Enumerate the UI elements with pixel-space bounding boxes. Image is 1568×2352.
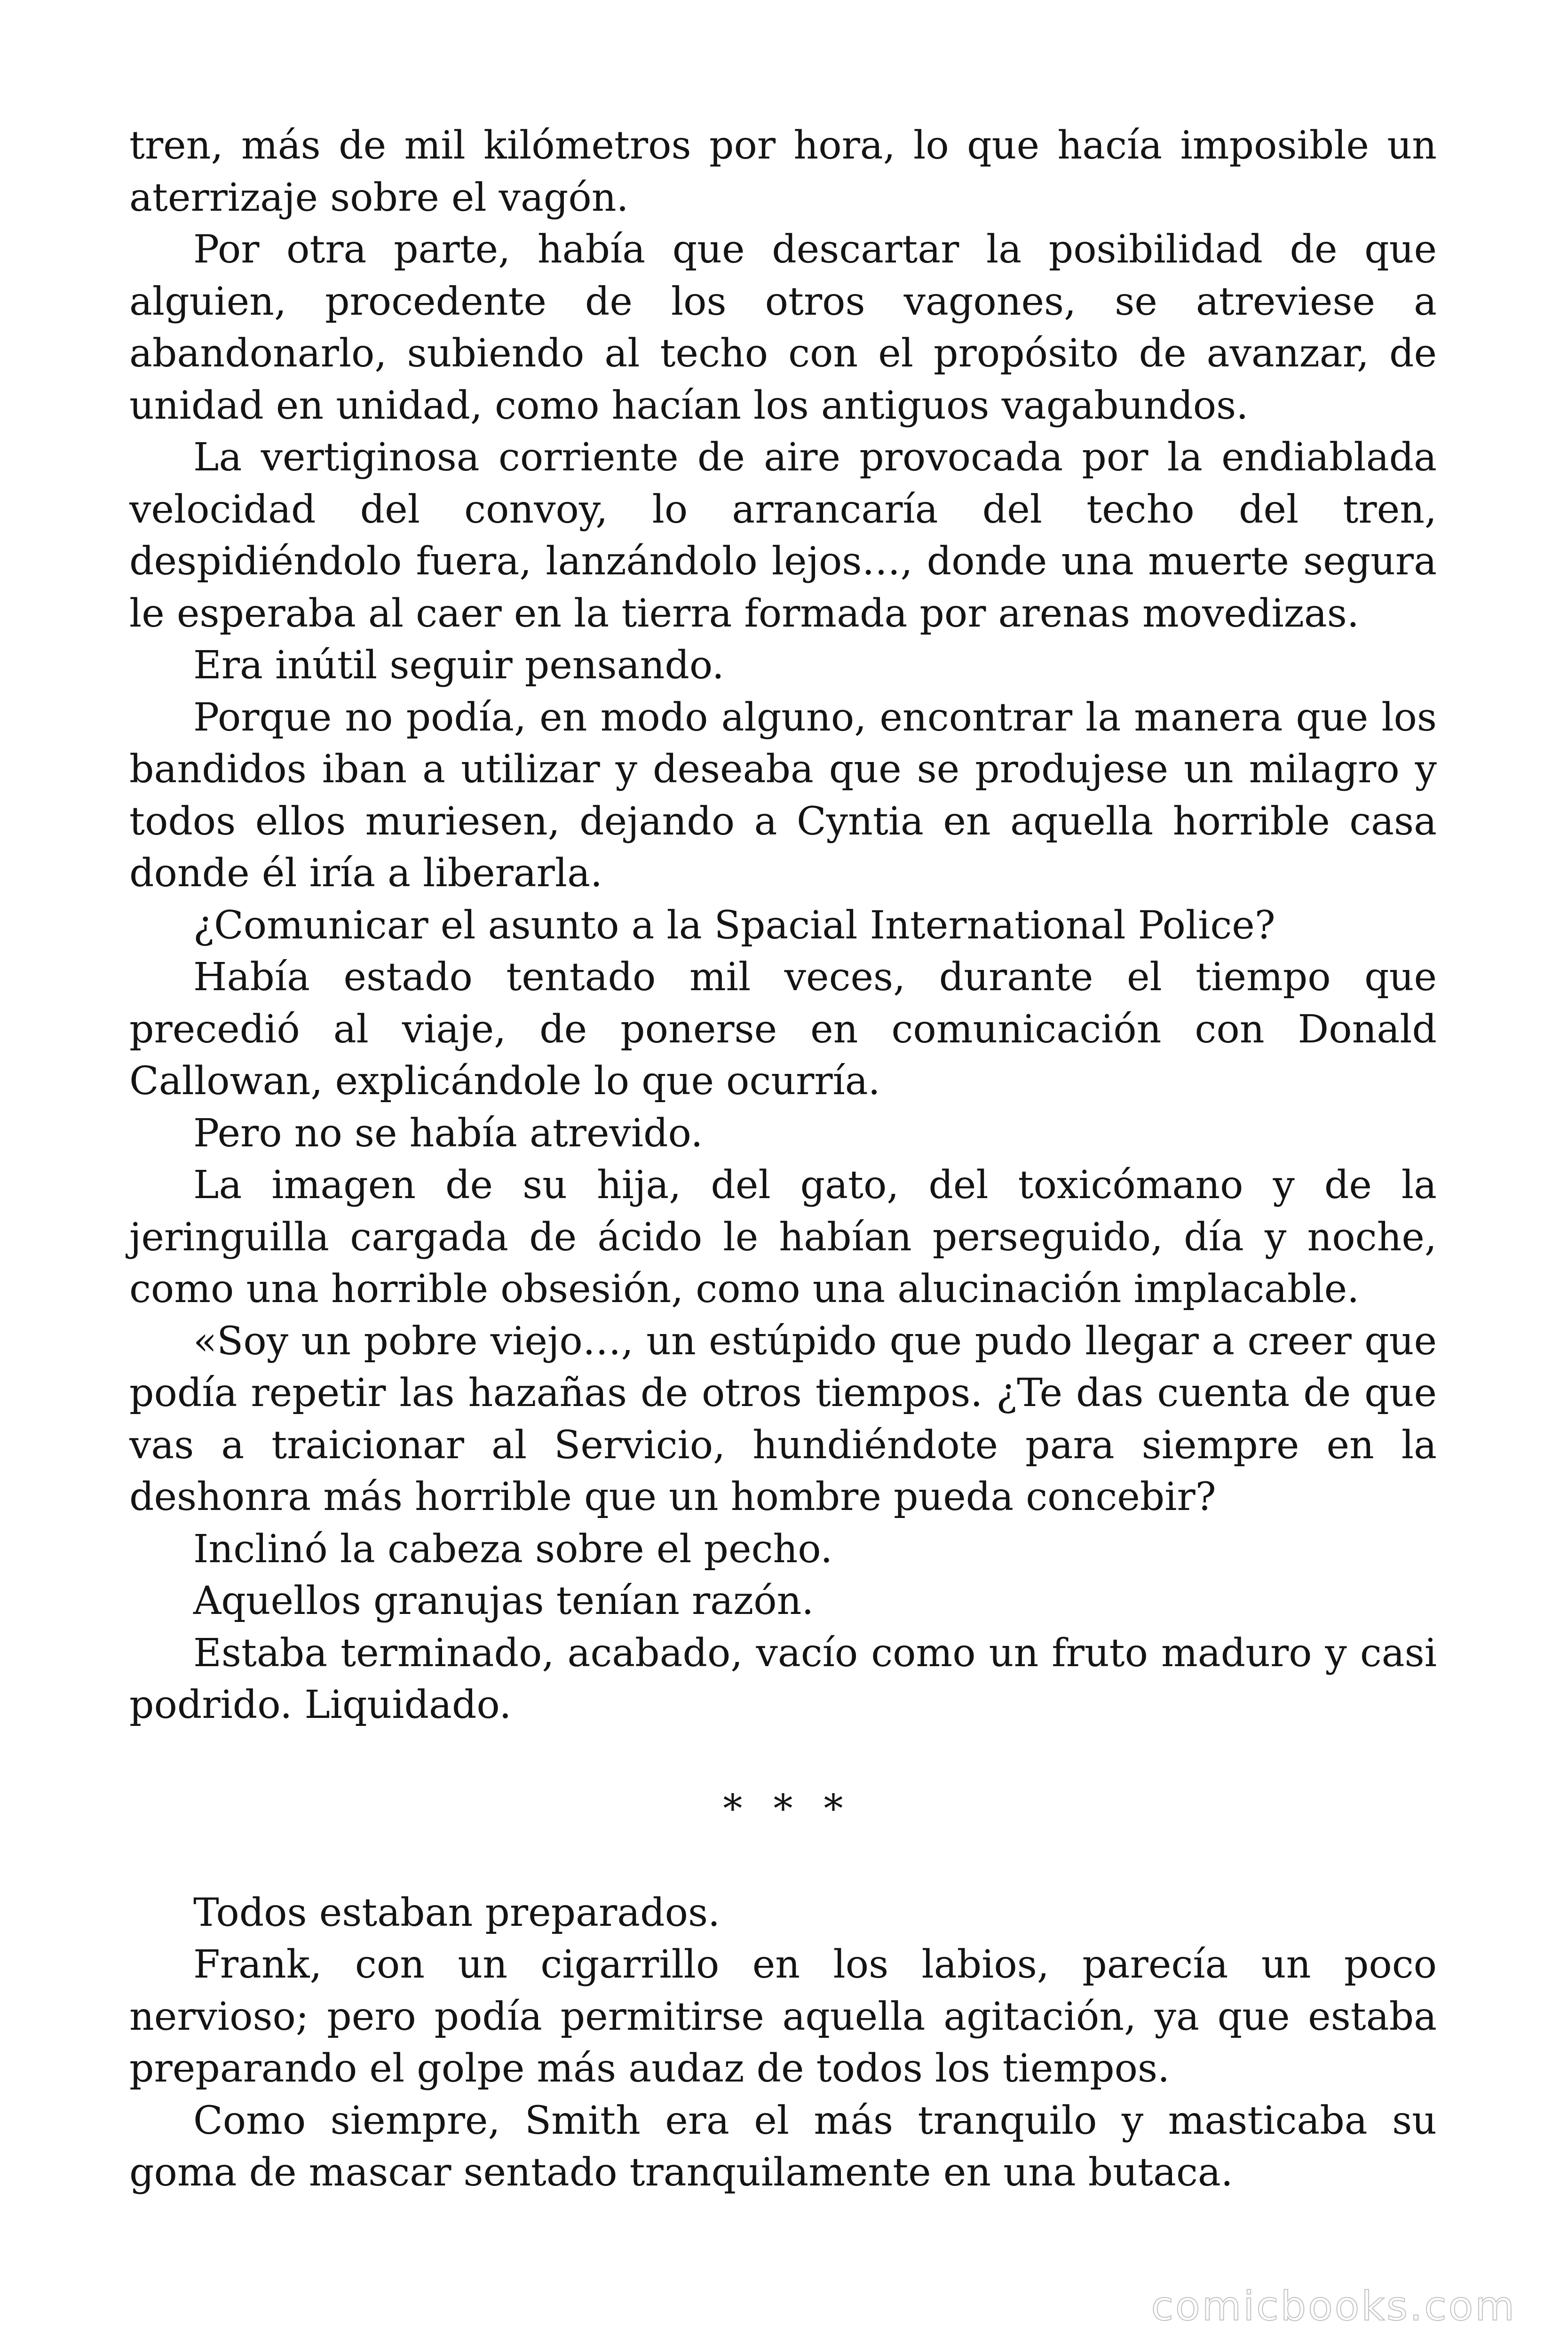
page-text — [129, 120, 1437, 2199]
paragraph: Como siempre, Smith era el más tranquilo y masticaba su goma de mascar sentado tranquilamente en una butaca. — [129, 2098, 1437, 2195]
section-separator — [129, 1732, 1437, 1887]
paragraph: Frank, con un cigarrillo en los labios, parecía un poco nervioso; pero podía permitirse aquella agitación, ya que estaba preparando el golpe más audaz de todos los tiempos. — [129, 1942, 1437, 2091]
paragraph: La imagen de su hija, del gato, del toxicómano y de la jeringuilla cargada de ácido le habían perseguido, día y noche, como una horrible obsesión, como una alucinación implacable. — [129, 1163, 1437, 1311]
paragraph: Inclinó la cabeza sobre el pecho. — [193, 1526, 833, 1572]
paragraph: Porque no podía, en modo alguno, encontrar la manera que los bandidos iban a utilizar y deseaba que se produjese un milagro y todos ellos muriesen, dejando a Cyntia en aquella horrible casa donde él iría a liberarla. — [129, 695, 1437, 896]
paragraph: «Soy un pobre viejo…, un estúpido que pudo llegar a creer que podía repetir las hazañas de otros tiempos. ¿Te das cuenta de que vas a traicionar al Servicio, hundiéndote para siempre en la deshonra más horrible que un hombre pueda concebir? — [129, 1319, 1437, 1519]
separator-asterisks: * * * — [723, 1787, 853, 1831]
watermark-logo: comicbooks.com — [1151, 2283, 1516, 2330]
paragraph: Estaba terminado, acabado, vacío como un fruto maduro y casi podrido. Liquidado. — [129, 1630, 1437, 1727]
paragraph: La vertiginosa corriente de aire provocada por la endiablada velocidad del convoy, lo arrancaría del techo del tren, despidiéndolo fuera, lanzándolo lejos…, donde una muerte segura le esperaba al caer en la tierra formada por arenas movedizas. — [129, 435, 1437, 636]
paragraph: Todos estaban preparados. — [193, 1890, 721, 1935]
paragraph: Aquellos granujas tenían razón. — [193, 1579, 814, 1623]
paragraph: ¿Comunicar el asunto a la Spacial International Police? — [193, 903, 1275, 948]
paragraph: Había estado tentado mil veces, durante el tiempo que precedió al viaje, de ponerse en comunicación con Donald Callowan, explicándole lo que ocurría. — [129, 955, 1437, 1104]
paragraph: Pero no se había atrevido. — [193, 1111, 703, 1156]
paragraph: tren, más de mil kilómetros por hora, lo que hacía imposible un aterrizaje sobre el vagón. — [129, 123, 1437, 220]
paragraph: Por otra parte, había que descartar la posibilidad de que alguien, procedente de los otros vagones, se atreviese a abandonarlo, subiendo al techo con el propósito de avanzar, de unidad en unidad, como hacían los antiguos vagabundos. — [129, 227, 1437, 428]
paragraph: Era inútil seguir pensando. — [193, 643, 724, 688]
